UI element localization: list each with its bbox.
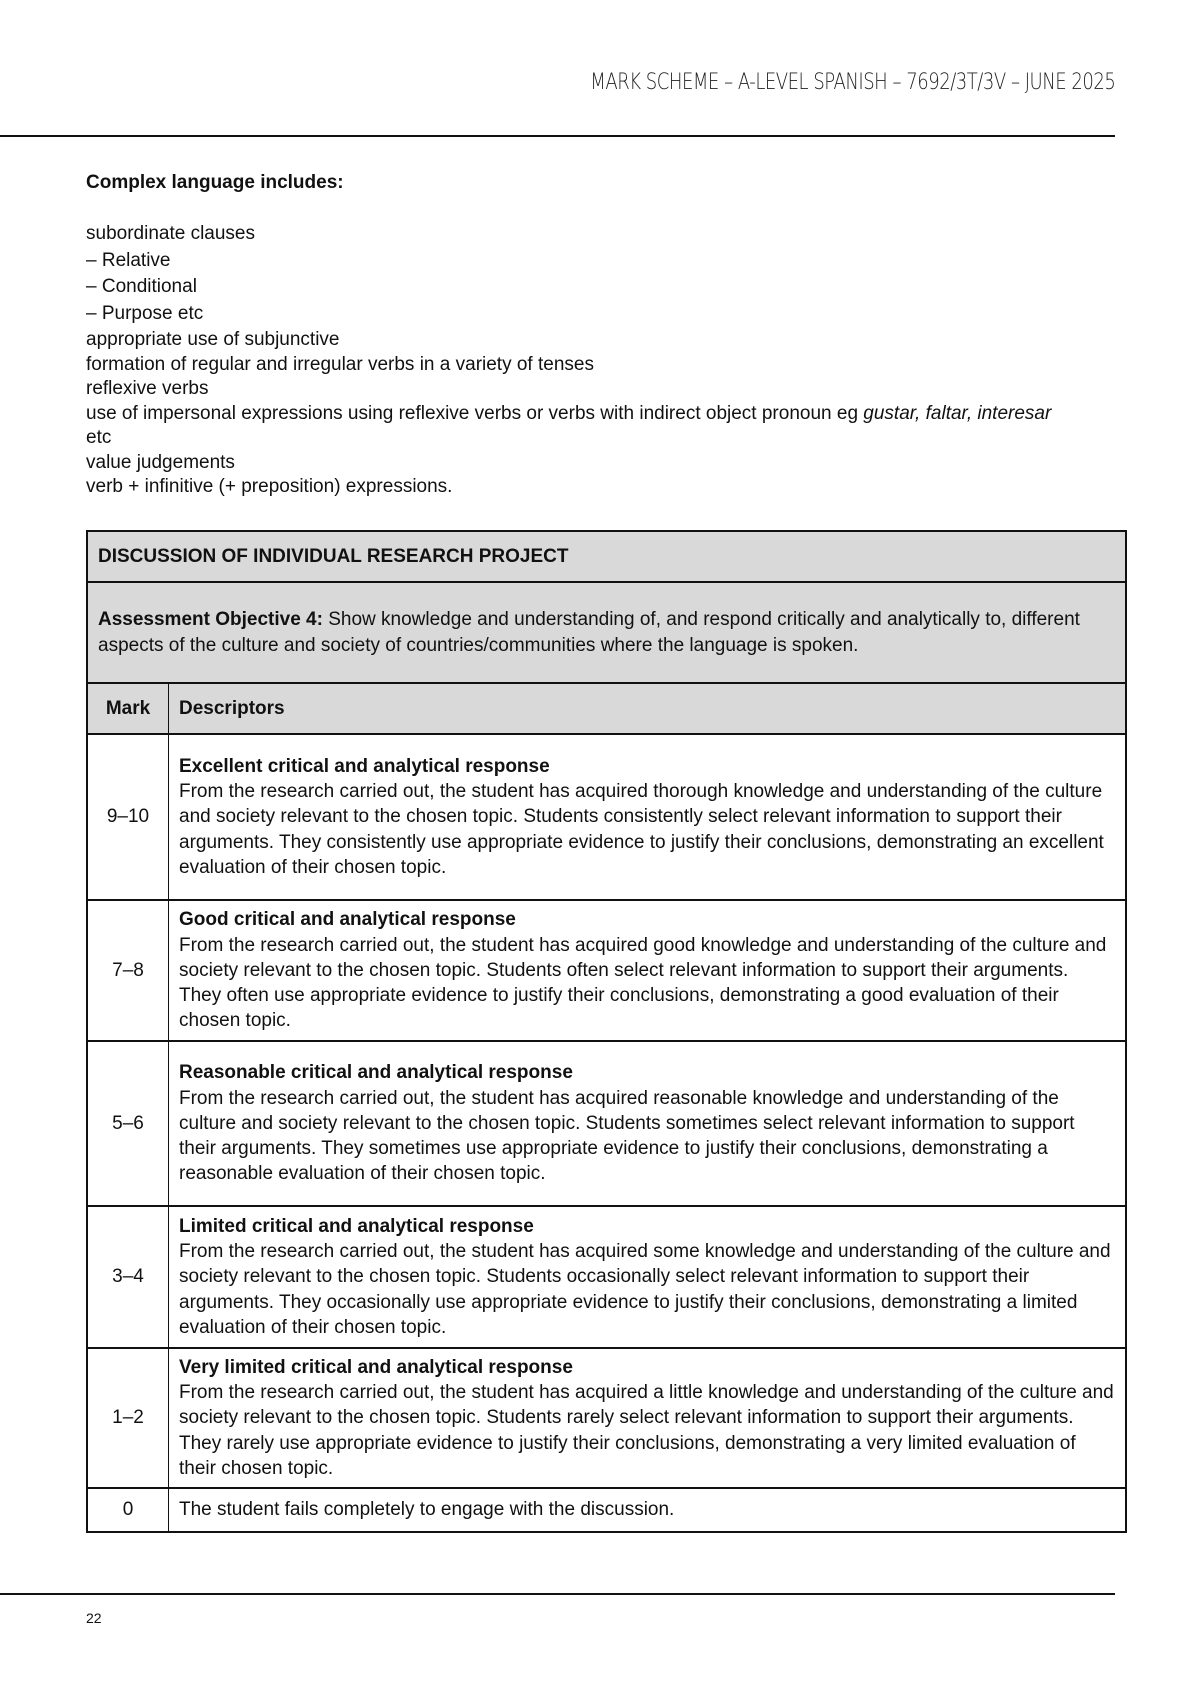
list-item: verb + infinitive (+ preposition) expressions. <box>86 476 453 497</box>
descriptor <box>169 900 1127 1041</box>
descriptor-text: From the research carried out, the student has acquired thorough knowledge and understanding of the culture and society relevant to the chosen topic. Students consistently select relevant information to support their arguments. They consistently use appropriate evidence to justify their conclusions, demonstrating an excellent evaluation of their chosen topic. <box>179 781 1104 878</box>
table-title <box>87 531 1126 582</box>
col-desc-label: Descriptors <box>179 697 285 719</box>
table-row <box>87 1041 1126 1206</box>
mark-band: 9–10 <box>87 734 169 900</box>
descriptor <box>169 734 1127 900</box>
col-header-descriptors <box>169 683 1127 734</box>
descriptor-text: From the research carried out, the student has acquired some knowledge and understanding of the culture and society relevant to the chosen topic. Students occasionally select relevant information to support their arguments. They occasionally use appropriate evidence to justify their conclusions, demonstrating a limited evaluation of their chosen topic. <box>179 1241 1111 1338</box>
list-item: formation of regular and irregular verbs in a variety of tenses <box>86 353 594 375</box>
descriptor <box>169 1348 1127 1488</box>
mark-band: 0 <box>87 1488 169 1532</box>
list-item-text: use of impersonal expressions using reflexive verbs or verbs with indirect object pronoun eg <box>86 402 864 424</box>
complex-language-heading: Complex language includes: <box>86 172 344 193</box>
ao-label: Assessment Objective 4: <box>98 609 323 631</box>
descriptor-text: From the research carried out, the student has acquired reasonable knowledge and understanding of the culture and society relevant to the chosen topic. Students sometimes select relevant information to support their arguments. They sometimes use appropriate evidence to justify their conclusions, demonstrating a reasonable evaluation of their chosen topic. <box>179 1087 1075 1185</box>
table-row <box>87 900 1126 1041</box>
mark-band: 3–4 <box>87 1206 169 1348</box>
table-row <box>87 1348 1126 1488</box>
running-header: MARK SCHEME – A-LEVEL SPANISH – 7692/3T/3V – JUNE 2025 <box>589 70 1115 95</box>
col-header-mark <box>87 683 169 734</box>
header-rule <box>0 135 1115 137</box>
descriptor-text: The student fails completely to engage with the discussion. <box>169 1488 1127 1532</box>
list-item: reflexive verbs <box>86 378 209 399</box>
descriptor-heading: Reasonable critical and analytical response <box>179 1062 573 1084</box>
descriptor <box>169 1041 1127 1206</box>
table-row <box>87 1206 1126 1348</box>
list-item: appropriate use of subjunctive <box>86 329 340 350</box>
descriptor <box>169 1206 1127 1348</box>
descriptor-heading: Very limited critical and analytical response <box>179 1356 573 1378</box>
assessment-objective <box>87 582 1126 683</box>
list-item: – Purpose etc <box>86 302 204 324</box>
descriptor-heading: Excellent critical and analytical response <box>179 755 550 777</box>
example-faltar-interesar: faltar, interesar <box>925 402 1052 424</box>
list-item: value judgements <box>86 451 235 473</box>
ao-text: Show knowledge and understanding of, and respond critically and analytically to, different aspects of the culture and society of countries/communities where the language is spoken. <box>98 609 1080 656</box>
example-gustar: gustar, <box>863 402 921 424</box>
list-item: subordinate clauses <box>86 223 255 244</box>
mark-band: 5–6 <box>87 1041 169 1206</box>
table-row <box>87 1488 1126 1532</box>
descriptor-heading: Good critical and analytical response <box>179 909 516 931</box>
col-mark-label: Mark <box>105 697 151 719</box>
mark-scheme-table <box>86 530 1127 1533</box>
footer-rule <box>0 1593 1115 1595</box>
complex-language-list <box>86 222 1076 500</box>
mark-band: 1–2 <box>87 1348 169 1488</box>
list-item: – Conditional <box>86 276 197 297</box>
descriptor-text: From the research carried out, the student has acquired good knowledge and understanding of the culture and society relevant to the chosen topic. Students often select relevant information to support their arguments. They often use appropriate evidence to justify their conclusions, demonstrating a good evaluation of their chosen topic. <box>179 934 1107 1032</box>
list-item: – Relative <box>86 249 171 271</box>
table-title-text: DISCUSSION OF INDIVIDUAL RESEARCH PROJECT <box>98 545 569 567</box>
mark-band: 7–8 <box>87 900 169 1041</box>
list-item <box>86 402 1076 451</box>
table-row <box>87 734 1126 900</box>
list-item-suffix: etc <box>86 427 112 448</box>
descriptor-heading: Limited critical and analytical response <box>179 1215 534 1237</box>
descriptor-text: From the research carried out, the student has acquired a little knowledge and understanding of the culture and society relevant to the chosen topic. Students rarely select relevant information to support their arguments. They rarely use appropriate evidence to justify their conclusions, demonstrating a very limited evaluation of their chosen topic. <box>179 1382 1114 1479</box>
page-number: 22 <box>86 1610 102 1626</box>
